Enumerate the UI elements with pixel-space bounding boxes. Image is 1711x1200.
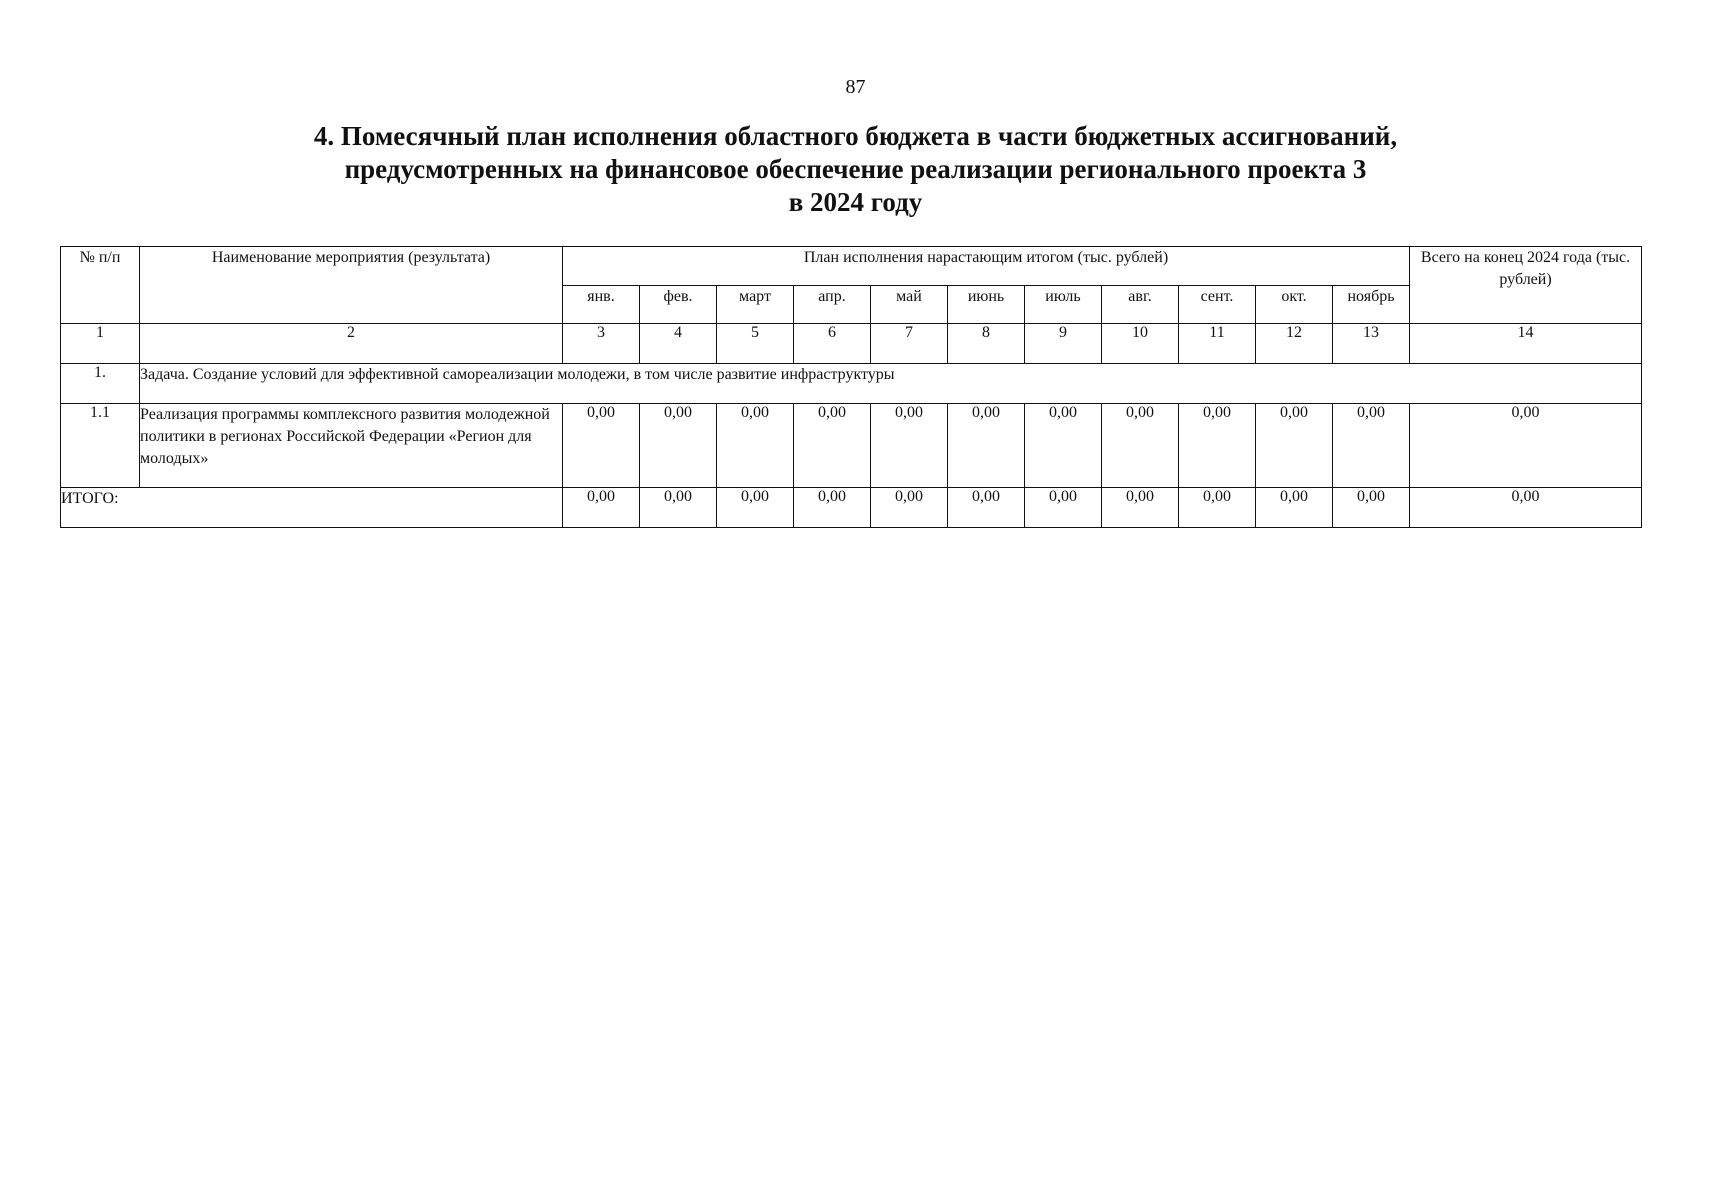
task-num: 1. [61, 364, 140, 404]
total-month-value: 0,00 [640, 488, 717, 528]
item-num: 1.1 [61, 404, 140, 488]
total-month-value: 0,00 [871, 488, 948, 528]
month-header: март [717, 286, 794, 324]
total-row [61, 488, 1642, 528]
total-month-value: 0,00 [794, 488, 871, 528]
column-index: 13 [1333, 324, 1410, 364]
total-month-value: 0,00 [717, 488, 794, 528]
month-header: апр. [794, 286, 871, 324]
total-month-value: 0,00 [1179, 488, 1256, 528]
table-row [61, 404, 1642, 488]
item-month-value: 0,00 [1179, 404, 1256, 488]
column-index: 12 [1256, 324, 1333, 364]
document-title [0, 120, 1711, 219]
month-header: июль [1025, 286, 1102, 324]
total-label: ИТОГО: [61, 488, 563, 528]
month-header: май [871, 286, 948, 324]
page-number: 87 [845, 76, 866, 98]
item-month-value: 0,00 [563, 404, 640, 488]
item-month-value: 0,00 [1256, 404, 1333, 488]
month-header: июнь [948, 286, 1025, 324]
column-index: 11 [1179, 324, 1256, 364]
total-month-value: 0,00 [948, 488, 1025, 528]
title-line-2: предусмотренных на финансовое обеспечение реализации регионального проекта 3 [344, 154, 1367, 184]
title-line-1: 4. Помесячный план исполнения областного бюджета в части бюджетных ассигнований, [313, 121, 1398, 151]
month-header: сент. [1179, 286, 1256, 324]
month-header: окт. [1256, 286, 1333, 324]
title-line-3: в 2024 году [788, 187, 923, 217]
column-index: 9 [1025, 324, 1102, 364]
column-index: 2 [140, 324, 563, 364]
column-index-row [61, 324, 1642, 364]
total-month-value: 0,00 [1256, 488, 1333, 528]
header-total: Всего на конец 2024 года (тыс. рублей) [1410, 247, 1642, 324]
month-header: ноябрь [1333, 286, 1410, 324]
column-index: 6 [794, 324, 871, 364]
month-header: янв. [563, 286, 640, 324]
item-month-value: 0,00 [794, 404, 871, 488]
total-year-value: 0,00 [1410, 488, 1642, 528]
item-month-value: 0,00 [871, 404, 948, 488]
column-index: 1 [61, 324, 140, 364]
column-index: 3 [563, 324, 640, 364]
item-month-value: 0,00 [1102, 404, 1179, 488]
total-month-value: 0,00 [563, 488, 640, 528]
header-row [61, 247, 1642, 286]
item-month-value: 0,00 [1333, 404, 1410, 488]
item-month-value: 0,00 [717, 404, 794, 488]
task-row [61, 364, 1642, 404]
month-header: фев. [640, 286, 717, 324]
header-name: Наименование мероприятия (результата) [140, 247, 563, 324]
item-name: Реализация программы комплексного развития молодежной политики в регионах Российской Федерации «Регион для молодых» [140, 404, 563, 488]
column-index: 14 [1410, 324, 1642, 364]
item-month-value: 0,00 [1025, 404, 1102, 488]
column-index: 7 [871, 324, 948, 364]
total-month-value: 0,00 [1333, 488, 1410, 528]
month-header: авг. [1102, 286, 1179, 324]
task-text: Задача. Создание условий для эффективной самореализации молодежи, в том числе развитие инфраструктуры [140, 364, 1642, 404]
total-month-value: 0,00 [1025, 488, 1102, 528]
column-index: 4 [640, 324, 717, 364]
item-total-value: 0,00 [1410, 404, 1642, 488]
header-plan: План исполнения нарастающим итогом (тыс. рублей) [563, 247, 1410, 286]
budget-plan-table [60, 246, 1642, 528]
total-month-value: 0,00 [1102, 488, 1179, 528]
item-month-value: 0,00 [640, 404, 717, 488]
header-num: № п/п [61, 247, 140, 324]
column-index: 10 [1102, 324, 1179, 364]
column-index: 8 [948, 324, 1025, 364]
column-index: 5 [717, 324, 794, 364]
item-month-value: 0,00 [948, 404, 1025, 488]
